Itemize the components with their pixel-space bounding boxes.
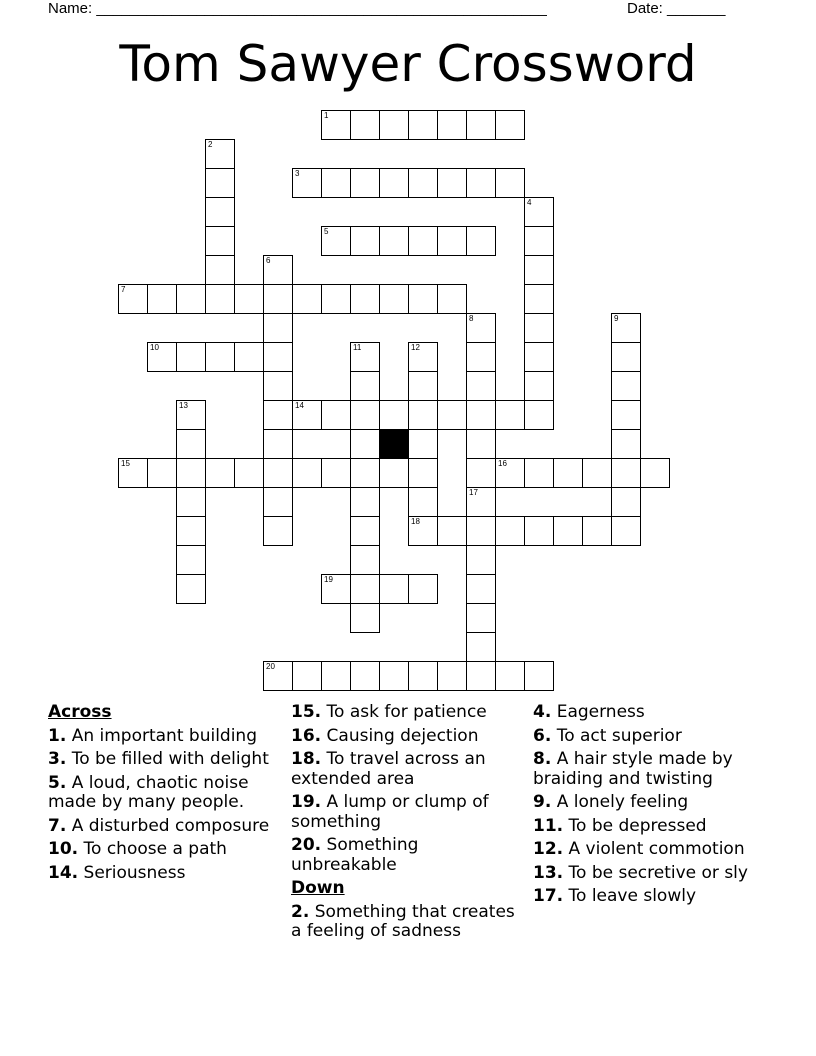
black-cell: [379, 429, 409, 459]
clue-number-label: 3.: [48, 749, 67, 769]
grid-cell[interactable]: [176, 574, 206, 604]
name-field: Name: ______________________________________________________: [48, 0, 547, 17]
clue-number-label: 17.: [533, 886, 564, 906]
clue-text: To leave slowly: [563, 886, 697, 906]
clue-text: To be depressed: [563, 815, 707, 836]
grid-cell[interactable]: [321, 400, 351, 430]
grid-cell[interactable]: [263, 255, 293, 285]
grid-cell[interactable]: [205, 342, 235, 372]
clue-number: 5: [324, 227, 329, 236]
grid-cell[interactable]: [408, 226, 438, 256]
grid-cell[interactable]: [234, 458, 264, 488]
grid-cell[interactable]: [205, 284, 235, 314]
clue-column-3: [533, 703, 773, 911]
clue-number-label: 14.: [48, 862, 79, 883]
date-field: Date: _______: [627, 0, 726, 17]
grid-cell[interactable]: [176, 487, 206, 517]
clue-text: Something unbreakable: [291, 835, 419, 875]
grid-cell[interactable]: [466, 168, 496, 198]
grid-cell[interactable]: [466, 545, 496, 575]
grid-cell[interactable]: [350, 487, 380, 517]
grid-cell[interactable]: [147, 458, 177, 488]
grid-cell[interactable]: [582, 458, 612, 488]
grid-cell[interactable]: [176, 429, 206, 459]
grid-cell[interactable]: [495, 110, 525, 140]
clue-number-label: 10.: [48, 839, 79, 859]
grid-cell[interactable]: [582, 516, 612, 546]
clue-number: 15: [121, 459, 130, 468]
grid-cell[interactable]: [321, 110, 351, 140]
grid-cell[interactable]: [379, 661, 409, 691]
grid-cell[interactable]: [147, 342, 177, 372]
clue-number: 3: [295, 169, 300, 178]
grid-cell[interactable]: [408, 168, 438, 198]
grid-cell[interactable]: [524, 226, 554, 256]
grid-cell[interactable]: [205, 197, 235, 227]
grid-cell[interactable]: [263, 487, 293, 517]
grid-cell[interactable]: [437, 661, 467, 691]
clue-number-label: 13.: [533, 862, 564, 883]
grid-cell[interactable]: [466, 632, 496, 662]
grid-cell[interactable]: [379, 168, 409, 198]
clue-text: To travel across an extended area: [291, 749, 486, 789]
clue-text: To choose a path: [78, 839, 227, 859]
grid-cell[interactable]: [524, 255, 554, 285]
clue-number: 13: [179, 401, 188, 410]
clue-number-label: 8.: [533, 749, 552, 769]
grid-cell[interactable]: [118, 284, 148, 314]
grid-cell[interactable]: [263, 371, 293, 401]
grid-cell[interactable]: [408, 574, 438, 604]
grid-cell[interactable]: [205, 458, 235, 488]
grid-cell[interactable]: [408, 429, 438, 459]
grid-cell[interactable]: [176, 342, 206, 372]
clue-item: [48, 727, 278, 747]
clue-column-2: [291, 703, 526, 946]
grid-cell[interactable]: [350, 284, 380, 314]
grid-cell[interactable]: [495, 400, 525, 430]
grid-cell[interactable]: [321, 168, 351, 198]
grid-cell[interactable]: [553, 516, 583, 546]
grid-cell[interactable]: [408, 516, 438, 546]
clue-number: 14: [295, 401, 304, 410]
clue-item: [291, 727, 526, 747]
grid-cell[interactable]: [466, 487, 496, 517]
clue-number-label: 16.: [291, 725, 322, 746]
grid-cell[interactable]: [524, 458, 554, 488]
grid-cell[interactable]: [466, 516, 496, 546]
clue-text: A disturbed composure: [66, 815, 270, 836]
clue-text: A lump or clump of something: [291, 792, 489, 832]
clue-item: [48, 774, 278, 813]
grid-cell[interactable]: [263, 516, 293, 546]
grid-cell[interactable]: [611, 429, 641, 459]
clue-text: A lonely feeling: [551, 792, 689, 812]
clue-item: [533, 793, 773, 813]
clue-item: [291, 703, 526, 723]
grid-cell[interactable]: [350, 661, 380, 691]
grid-cell[interactable]: [611, 371, 641, 401]
grid-cell[interactable]: [408, 487, 438, 517]
clue-text: To ask for patience: [321, 702, 487, 722]
grid-cell[interactable]: [408, 110, 438, 140]
clue-column-1: [48, 703, 278, 887]
grid-cell[interactable]: [437, 226, 467, 256]
grid-cell[interactable]: [321, 226, 351, 256]
grid-cell[interactable]: [437, 168, 467, 198]
clue-number: 16: [498, 459, 507, 468]
clue-number-label: 11.: [533, 815, 564, 836]
clue-number: 9: [614, 314, 619, 323]
clue-item: [533, 750, 773, 789]
grid-cell[interactable]: [350, 516, 380, 546]
grid-cell[interactable]: [379, 226, 409, 256]
clue-number: 11: [353, 343, 362, 352]
grid-cell[interactable]: [176, 400, 206, 430]
grid-cell[interactable]: [524, 313, 554, 343]
down-heading: Down: [291, 878, 345, 898]
clue-number-label: 19.: [291, 792, 322, 812]
grid-cell[interactable]: [524, 516, 554, 546]
clue-text: A hair style made by braiding and twisting: [533, 749, 733, 789]
clue-number: 17: [469, 488, 478, 497]
grid-cell[interactable]: [350, 110, 380, 140]
grid-cell[interactable]: [321, 661, 351, 691]
grid-cell[interactable]: [466, 574, 496, 604]
clue-item: [533, 703, 773, 723]
grid-cell[interactable]: [524, 371, 554, 401]
clue-item: [533, 864, 773, 884]
grid-cell[interactable]: [263, 284, 293, 314]
grid-cell[interactable]: [321, 284, 351, 314]
clue-number-label: 4.: [533, 702, 552, 722]
grid-cell[interactable]: [350, 458, 380, 488]
clue-item: [48, 840, 278, 860]
grid-cell[interactable]: [263, 661, 293, 691]
grid-cell[interactable]: [234, 342, 264, 372]
clue-number: 20: [266, 662, 275, 671]
clue-number: 10: [150, 343, 159, 352]
grid-cell[interactable]: [437, 284, 467, 314]
grid-cell[interactable]: [292, 400, 322, 430]
clue-number-label: 6.: [533, 725, 552, 746]
page-title: Tom Sawyer Crossword: [119, 35, 697, 93]
grid-cell[interactable]: [176, 458, 206, 488]
clue-text: To be filled with delight: [66, 749, 269, 769]
across-heading: Across: [48, 702, 112, 722]
grid-cell[interactable]: [205, 168, 235, 198]
grid-cell[interactable]: [611, 516, 641, 546]
clue-number-label: 2.: [291, 901, 310, 922]
clue-item: [533, 817, 773, 837]
clue-number-label: 7.: [48, 815, 67, 836]
clue-number: 8: [469, 314, 474, 323]
grid-cell[interactable]: [205, 139, 235, 169]
grid-cell[interactable]: [524, 661, 554, 691]
grid-cell[interactable]: [495, 458, 525, 488]
grid-cell[interactable]: [379, 400, 409, 430]
grid-cell[interactable]: [611, 487, 641, 517]
clue-number: 19: [324, 575, 333, 584]
clue-number: 12: [411, 343, 420, 352]
clue-text: To be secretive or sly: [563, 862, 748, 883]
grid-cell[interactable]: [524, 400, 554, 430]
clue-text: Eagerness: [551, 702, 645, 722]
grid-cell[interactable]: [611, 342, 641, 372]
grid-cell[interactable]: [292, 284, 322, 314]
grid-cell[interactable]: [466, 400, 496, 430]
grid-cell[interactable]: [466, 110, 496, 140]
grid-cell[interactable]: [408, 342, 438, 372]
clue-number-label: 9.: [533, 792, 552, 812]
grid-cell[interactable]: [437, 516, 467, 546]
clue-number-label: 15.: [291, 702, 322, 722]
grid-cell[interactable]: [263, 429, 293, 459]
grid-cell[interactable]: [350, 371, 380, 401]
grid-cell[interactable]: [321, 458, 351, 488]
grid-cell[interactable]: [524, 197, 554, 227]
grid-cell[interactable]: [553, 458, 583, 488]
grid-cell[interactable]: [437, 110, 467, 140]
clue-number: 4: [527, 198, 532, 207]
clue-text: Something that creates a feeling of sadness: [291, 901, 515, 941]
grid-cell[interactable]: [379, 458, 409, 488]
clue-text: A loud, chaotic noise made by many people.: [48, 772, 249, 812]
grid-cell[interactable]: [466, 342, 496, 372]
grid-cell[interactable]: [350, 226, 380, 256]
clue-text: To act superior: [551, 725, 682, 746]
grid-cell[interactable]: [176, 545, 206, 575]
grid-cell[interactable]: [292, 168, 322, 198]
grid-cell[interactable]: [350, 400, 380, 430]
clue-item: [533, 840, 773, 860]
clue-number: 2: [208, 140, 213, 149]
grid-cell[interactable]: [437, 400, 467, 430]
grid-cell[interactable]: [466, 371, 496, 401]
grid-cell[interactable]: [263, 313, 293, 343]
clue-number: 18: [411, 517, 420, 526]
grid-cell[interactable]: [379, 110, 409, 140]
clue-number: 6: [266, 256, 271, 265]
clue-item: [291, 750, 526, 789]
clue-number: 7: [121, 285, 126, 294]
grid-cell[interactable]: [350, 168, 380, 198]
clue-number: 1: [324, 111, 329, 120]
clue-item: [48, 817, 278, 837]
grid-cell[interactable]: [205, 255, 235, 285]
grid-cell[interactable]: [408, 458, 438, 488]
grid-cell[interactable]: [611, 313, 641, 343]
grid-cell[interactable]: [408, 661, 438, 691]
grid-cell[interactable]: [350, 603, 380, 633]
clue-item: [48, 864, 278, 884]
clue-number-label: 20.: [291, 835, 322, 855]
grid-cell[interactable]: [466, 226, 496, 256]
grid-cell[interactable]: [466, 661, 496, 691]
grid-cell[interactable]: [263, 400, 293, 430]
clue-number-label: 5.: [48, 772, 67, 793]
grid-cell[interactable]: [118, 458, 148, 488]
grid-cell[interactable]: [379, 574, 409, 604]
grid-cell[interactable]: [466, 313, 496, 343]
clue-text: Causing dejection: [321, 725, 479, 746]
clue-item: [48, 750, 278, 770]
clue-item: [533, 727, 773, 747]
grid-cell[interactable]: [321, 574, 351, 604]
grid-cell[interactable]: [263, 342, 293, 372]
grid-cell[interactable]: [350, 429, 380, 459]
grid-cell[interactable]: [640, 458, 670, 488]
clue-text: A violent commotion: [563, 839, 745, 859]
grid-cell[interactable]: [466, 603, 496, 633]
clue-item: [291, 836, 526, 875]
grid-cell[interactable]: [350, 545, 380, 575]
grid-cell[interactable]: [495, 516, 525, 546]
grid-cell[interactable]: [350, 342, 380, 372]
grid-cell[interactable]: [379, 284, 409, 314]
grid-cell[interactable]: [611, 400, 641, 430]
grid-cell[interactable]: [234, 284, 264, 314]
grid-cell[interactable]: [292, 661, 322, 691]
grid-cell[interactable]: [466, 429, 496, 459]
grid-cell[interactable]: [263, 458, 293, 488]
clue-number-label: 12.: [533, 839, 564, 859]
clue-item: [291, 903, 526, 942]
grid-cell[interactable]: [524, 284, 554, 314]
clue-text: Seriousness: [78, 862, 186, 883]
grid-cell[interactable]: [466, 458, 496, 488]
grid-cell[interactable]: [408, 400, 438, 430]
grid-cell[interactable]: [292, 458, 322, 488]
clue-text: An important building: [66, 725, 257, 746]
grid-cell[interactable]: [524, 342, 554, 372]
grid-cell[interactable]: [495, 661, 525, 691]
grid-cell[interactable]: [147, 284, 177, 314]
grid-cell[interactable]: [205, 226, 235, 256]
clue-item: [533, 887, 773, 907]
grid-cell[interactable]: [176, 516, 206, 546]
grid-cell[interactable]: [176, 284, 206, 314]
clue-number-label: 1.: [48, 725, 67, 746]
grid-cell[interactable]: [495, 168, 525, 198]
grid-cell[interactable]: [611, 458, 641, 488]
clue-item: [291, 793, 526, 832]
grid-cell[interactable]: [350, 574, 380, 604]
clue-number-label: 18.: [291, 749, 322, 769]
grid-cell[interactable]: [408, 371, 438, 401]
grid-cell[interactable]: [408, 284, 438, 314]
